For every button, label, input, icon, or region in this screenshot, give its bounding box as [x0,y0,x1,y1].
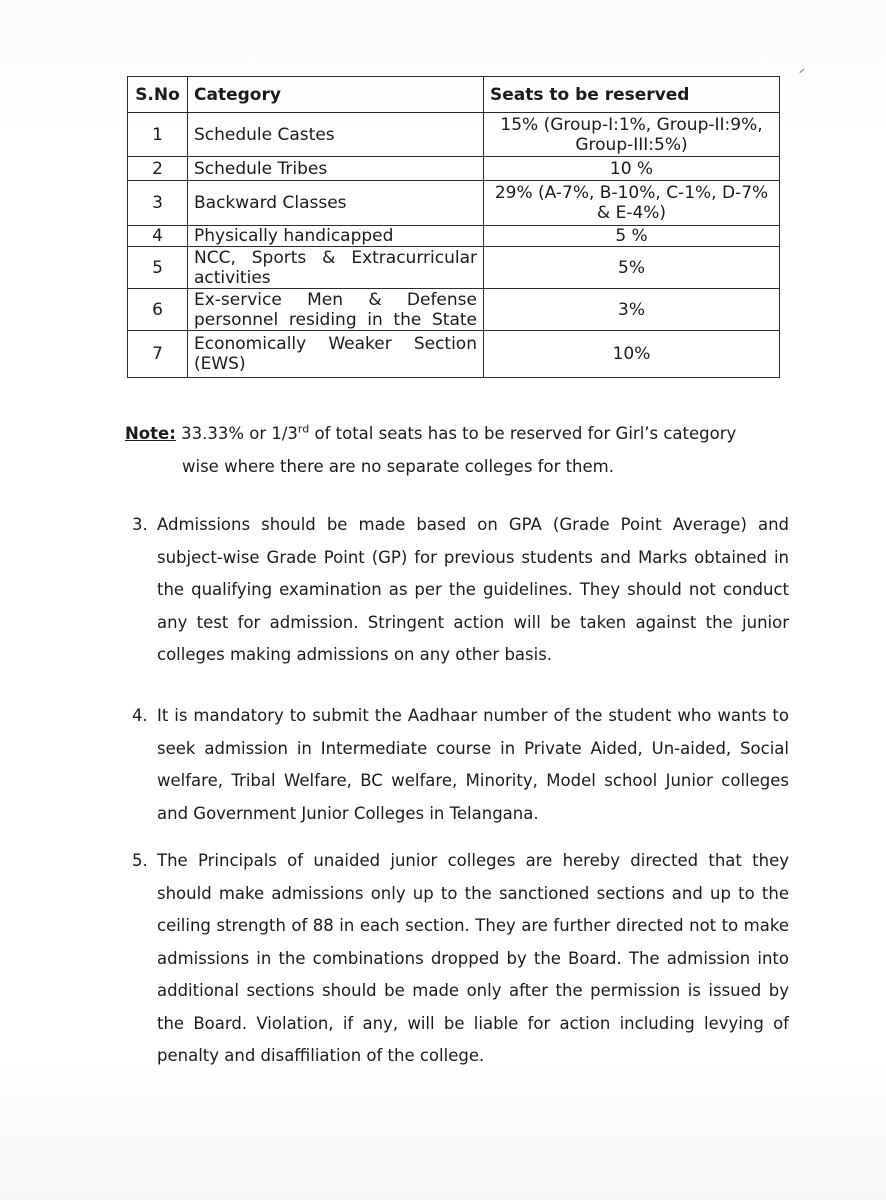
note-label: Note: [125,424,176,443]
item-number: 4. [132,706,148,725]
row-category: Backward Classes [188,181,484,226]
row-category: Economically Weaker Section (EWS) [188,331,484,378]
table-header-row [128,77,780,113]
table-row [128,289,780,331]
row-sno: 4 [128,226,188,247]
item-text: The Principals of unaided junior colleges are hereby directed that they should make admissions only up to the sanctioned sections and up to the ceiling strength of 88 in each section. They are further directed not to make admissions in the combinations dropped by the Board. The admission into additional sections should be made only after the permission is issued by the Board. Violation, if any, will be liable for action including levying of penalty and disaffiliation of the college. [157,851,789,1065]
item-text: Admissions should be made based on GPA (Grade Point Average) and subject-wise Grade Point (GP) for previous students and Marks obtained in the qualifying examination as per the guidelines. They should not conduct any test for admission. Stringent action will be taken against the junior colleges making admissions on any other basis. [157,515,789,664]
table-row [128,331,780,378]
item-number: 5. [132,851,148,870]
note-paragraph [125,418,787,483]
row-seats: 5% [484,247,780,289]
row-sno: 3 [128,181,188,226]
row-sno: 6 [128,289,188,331]
row-category: Schedule Tribes [188,157,484,181]
row-seats: 3% [484,289,780,331]
note-text-b: of total seats has to be reserved for Girl’s category [314,424,737,443]
row-category: Physically handicapped [188,226,484,247]
header-seats: Seats to be reserved [484,77,780,113]
reservation-table [127,76,780,378]
table-row [128,157,780,181]
row-sno: 5 [128,247,188,289]
table-row [128,113,780,157]
note-text-c: wise where there are no separate colleges for them. [182,456,614,476]
table-row [128,247,780,289]
row-seats: 29% (A-7%, B-10%, C-1%, D-7% & E-4%) [484,181,780,226]
list-item [132,700,789,830]
row-sno: 2 [128,157,188,181]
note-superscript: rd [297,422,310,436]
row-seats: 10 % [484,157,780,181]
row-category: Schedule Castes [188,113,484,157]
header-category: Category [188,77,484,113]
note-text-a: 33.33% or 1/3 [181,424,298,443]
row-seats: 5 % [484,226,780,247]
item-number: 3. [132,515,148,534]
row-category: NCC, Sports & Extracurricular activities [188,247,484,289]
table-row [128,181,780,226]
row-sno: 1 [128,113,188,157]
row-seats: 15% (Group-I:1%, Group-II:9%, Group-III:5%) [484,113,780,157]
table-row [128,226,780,247]
list-item [132,509,789,672]
row-category: Ex-service Men & Defense personnel residing in the State [188,289,484,331]
row-sno: 7 [128,331,188,378]
header-sno: S.No [128,77,188,113]
pen-mark [799,69,806,76]
row-seats: 10% [484,331,780,378]
item-text: It is mandatory to submit the Aadhaar number of the student who wants to seek admission in Intermediate course in Private Aided, Un-aided, Social welfare, Tribal Welfare, BC welfare, Minority, Model school Junior colleges and Government Junior Colleges in Telangana. [157,706,789,823]
list-item [132,845,789,1073]
